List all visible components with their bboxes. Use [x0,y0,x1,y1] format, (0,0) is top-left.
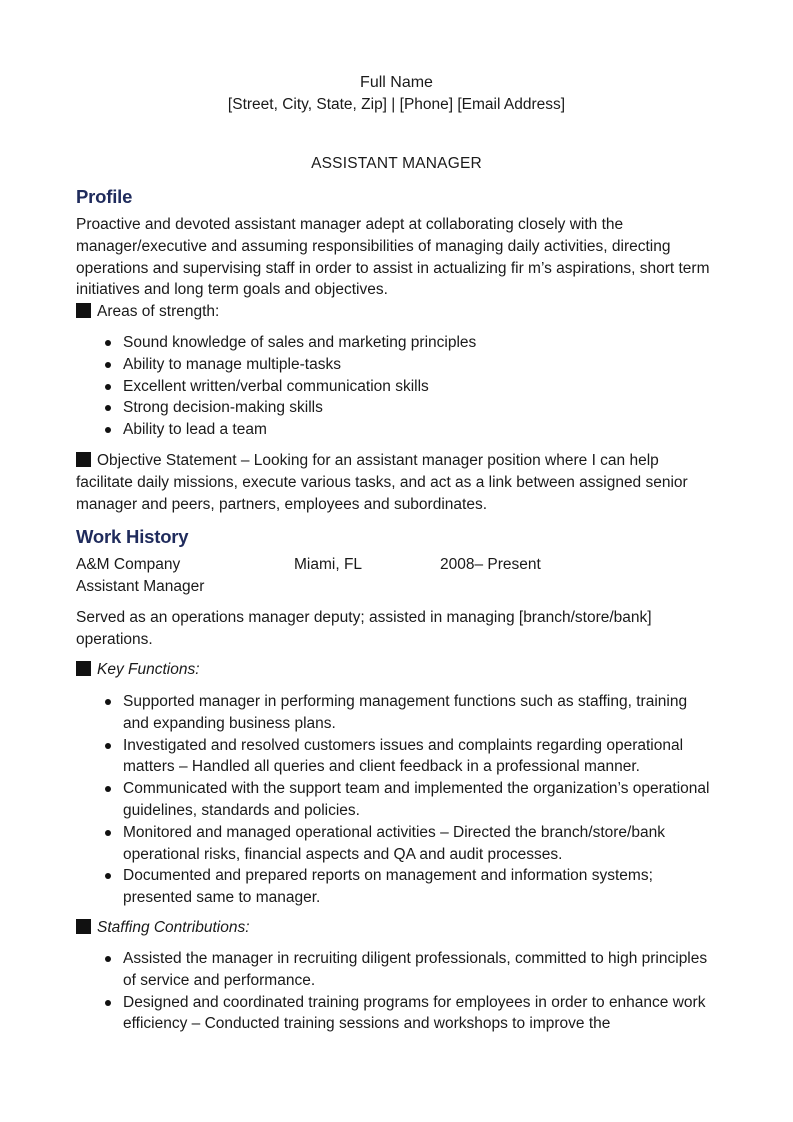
strengths-list-block [76,332,716,441]
list-item: Designed and coordinated training programs for employees in order to enhance work efficiency – Conducted training sessions and workshops to improve the [76,992,716,1036]
job-description-block [76,607,716,651]
list-item: Documented and prepared reports on management and information systems; presented same to manager. [76,865,716,909]
square-bullet-icon [76,919,91,934]
job-row [76,554,716,598]
square-bullet-icon [76,303,91,318]
objective-statement [76,450,716,515]
square-bullet-icon [76,661,91,676]
list-item: Sound knowledge of sales and marketing principles [76,332,716,354]
profile-heading: Profile [76,186,133,207]
job-position: Assistant Manager [76,578,205,595]
list-item: Ability to lead a team [76,419,716,441]
key-functions-list [76,691,716,909]
job-dates: 2008– Present [440,556,541,573]
profile-section [76,186,716,208]
objective-block [76,450,716,515]
square-bullet-icon [76,452,91,467]
list-item: Communicated with the support team and implemented the organization’s operational guidelines, standards and policies. [76,778,716,822]
work-history-heading: Work History [76,526,189,547]
profile-summary: Proactive and devoted assistant manager adept at collaborating closely with the manager/executive and assuming responsibilities of managing daily activities, directing operations and supervising staff in order to assist in actualizing fir m’s aspirations, short term initiatives and long term goals and objectives. [76,216,710,299]
contact-info: [Street, City, State, Zip] | [Phone] [Email Address] [227,96,566,113]
key-functions-label-row [76,659,716,681]
full-name: Full Name [360,74,433,91]
list-item: Monitored and managed operational activities – Directed the branch/store/bank operational risks, financial aspects and QA and audit processes. [76,822,716,866]
key-functions-list-block [76,691,716,909]
key-functions-label: Key Functions: [97,661,200,678]
list-item: Assisted the manager in recruiting diligent professionals, committed to high principles of service and performance. [76,948,716,992]
company-name: A&M Company [76,556,181,573]
list-item: Ability to manage multiple-tasks [76,354,716,376]
profile-summary-block [76,214,716,301]
list-item: Strong decision-making skills [76,397,716,419]
job-location: Miami, FL [294,556,363,573]
staffing-label: Staffing Contributions: [97,919,250,936]
list-item: Excellent written/verbal communication skills [76,376,716,398]
objective-label: Objective Statement [97,452,237,469]
strengths-label: Areas of strength: [97,303,220,320]
list-item: Investigated and resolved customers issues and complaints regarding operational matters – Handled all queries and client feedback in a professional manner. [76,735,716,779]
job-description: Served as an operations manager deputy; assisted in managing [branch/store/bank] operations. [76,609,652,648]
strengths-list [76,332,716,441]
work-history-section [76,526,716,548]
objective-text: – Looking for an assistant manager position where I can help facilitate daily missions, execute various tasks, and act as a link between assigned senior manager and peers, partners, employees and subordinates. [76,452,688,513]
staffing-label-row [76,917,716,939]
list-item: Supported manager in performing management functions such as staffing, training and expanding business plans. [76,691,716,735]
strengths-label-row [76,301,716,323]
staffing-list-block [76,948,716,1035]
staffing-list [76,948,716,1035]
job-title: ASSISTANT MANAGER [311,155,482,172]
